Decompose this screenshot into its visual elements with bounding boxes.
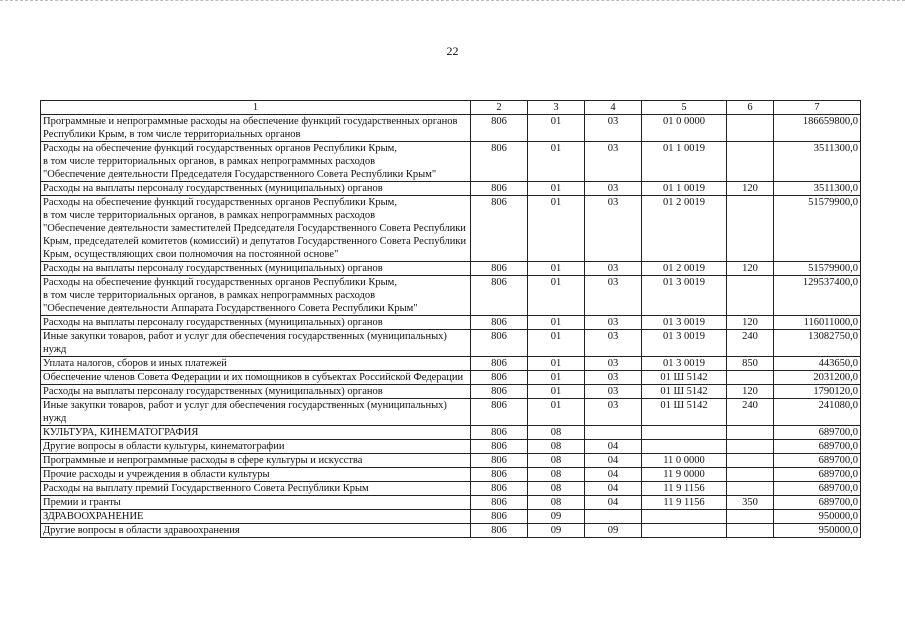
row-expense-type-cell: 850 xyxy=(727,357,774,371)
row-amount-cell: 689700,0 xyxy=(774,426,861,440)
row-name-cell: Программные и непрограммные расходы на обеспечение функций государственных органов Республики Крым, в том числе территориальных органов xyxy=(41,115,471,142)
row-code-grbs-cell: 806 xyxy=(471,142,528,182)
row-expense-type-cell: 120 xyxy=(727,182,774,196)
row-subsection-cell: 04 xyxy=(585,440,642,454)
table-row xyxy=(41,496,861,510)
budget-table xyxy=(40,100,861,538)
table-row xyxy=(41,262,861,276)
table-row xyxy=(41,196,861,262)
row-expense-type-cell xyxy=(727,276,774,316)
row-name-cell: Расходы на обеспечение функций государственных органов Республики Крым, в том числе территориальных органов, в рамках непрограммных расходов "Обеспечение деятельности Председателя Государственного Совета Республики Крым" xyxy=(41,142,471,182)
row-section-cell: 01 xyxy=(528,115,585,142)
row-section-cell: 01 xyxy=(528,196,585,262)
row-target-article-cell: 01 Ш 5142 xyxy=(642,371,727,385)
row-subsection-cell: 03 xyxy=(585,276,642,316)
row-target-article-cell xyxy=(642,510,727,524)
row-subsection-cell: 03 xyxy=(585,196,642,262)
row-code-grbs-cell: 806 xyxy=(471,482,528,496)
row-code-grbs-cell: 806 xyxy=(471,468,528,482)
row-amount-cell: 950000,0 xyxy=(774,510,861,524)
row-section-cell: 01 xyxy=(528,371,585,385)
row-amount-cell: 3511300,0 xyxy=(774,182,861,196)
row-name-cell: Расходы на выплаты персоналу государственных (муниципальных) органов xyxy=(41,385,471,399)
row-subsection-cell: 04 xyxy=(585,468,642,482)
row-code-grbs-cell: 806 xyxy=(471,115,528,142)
row-subsection-cell: 03 xyxy=(585,115,642,142)
row-name-cell: Расходы на выплату премий Государственного Совета Республики Крым xyxy=(41,482,471,496)
row-name-cell: КУЛЬТУРА, КИНЕМАТОГРАФИЯ xyxy=(41,426,471,440)
table-row xyxy=(41,316,861,330)
header-col-4: 4 xyxy=(585,101,642,115)
header-col-3: 3 xyxy=(528,101,585,115)
row-target-article-cell xyxy=(642,440,727,454)
row-name-cell: Другие вопросы в области культуры, кинематографии xyxy=(41,440,471,454)
row-code-grbs-cell: 806 xyxy=(471,262,528,276)
row-code-grbs-cell: 806 xyxy=(471,454,528,468)
row-expense-type-cell xyxy=(727,196,774,262)
table-row xyxy=(41,357,861,371)
table-row xyxy=(41,399,861,426)
table-row xyxy=(41,454,861,468)
row-name-cell: Программные и непрограммные расходы в сфере культуры и искусства xyxy=(41,454,471,468)
row-section-cell: 01 xyxy=(528,276,585,316)
row-code-grbs-cell: 806 xyxy=(471,385,528,399)
header-col-6: 6 xyxy=(727,101,774,115)
row-code-grbs-cell: 806 xyxy=(471,426,528,440)
row-subsection-cell: 04 xyxy=(585,454,642,468)
row-amount-cell: 51579900,0 xyxy=(774,196,861,262)
row-code-grbs-cell: 806 xyxy=(471,276,528,316)
row-subsection-cell: 09 xyxy=(585,524,642,538)
page-number: 22 xyxy=(446,44,459,58)
row-amount-cell: 689700,0 xyxy=(774,454,861,468)
row-name-cell: Прочие расходы и учреждения в области культуры xyxy=(41,468,471,482)
row-section-cell: 01 xyxy=(528,182,585,196)
row-expense-type-cell xyxy=(727,371,774,385)
row-expense-type-cell xyxy=(727,426,774,440)
header-col-2: 2 xyxy=(471,101,528,115)
row-section-cell: 01 xyxy=(528,262,585,276)
row-expense-type-cell xyxy=(727,468,774,482)
row-target-article-cell: 01 3 0019 xyxy=(642,330,727,357)
row-amount-cell: 51579900,0 xyxy=(774,262,861,276)
row-target-article-cell: 01 3 0019 xyxy=(642,276,727,316)
row-target-article-cell: 01 3 0019 xyxy=(642,357,727,371)
row-expense-type-cell xyxy=(727,142,774,182)
row-section-cell: 01 xyxy=(528,142,585,182)
row-target-article-cell: 01 Ш 5142 xyxy=(642,399,727,426)
table-row xyxy=(41,510,861,524)
row-section-cell: 01 xyxy=(528,399,585,426)
row-amount-cell: 689700,0 xyxy=(774,468,861,482)
row-target-article-cell: 11 0 0000 xyxy=(642,454,727,468)
row-name-cell: Уплата налогов, сборов и иных платежей xyxy=(41,357,471,371)
table-row xyxy=(41,482,861,496)
row-amount-cell: 116011000,0 xyxy=(774,316,861,330)
row-section-cell: 08 xyxy=(528,496,585,510)
row-target-article-cell: 01 Ш 5142 xyxy=(642,385,727,399)
row-subsection-cell: 03 xyxy=(585,316,642,330)
row-code-grbs-cell: 806 xyxy=(471,182,528,196)
row-subsection-cell: 04 xyxy=(585,482,642,496)
row-target-article-cell xyxy=(642,426,727,440)
row-subsection-cell: 03 xyxy=(585,262,642,276)
row-code-grbs-cell: 806 xyxy=(471,371,528,385)
row-expense-type-cell: 350 xyxy=(727,496,774,510)
row-code-grbs-cell: 806 xyxy=(471,440,528,454)
row-expense-type-cell: 120 xyxy=(727,262,774,276)
row-amount-cell: 129537400,0 xyxy=(774,276,861,316)
row-name-cell: Другие вопросы в области здравоохранения xyxy=(41,524,471,538)
row-amount-cell: 3511300,0 xyxy=(774,142,861,182)
row-amount-cell: 1790120,0 xyxy=(774,385,861,399)
table-row xyxy=(41,385,861,399)
row-target-article-cell: 01 2 0019 xyxy=(642,262,727,276)
row-name-cell: Расходы на обеспечение функций государственных органов Республики Крым, в том числе территориальных органов, в рамках непрограммных расходов "Обеспечение деятельности Аппарата Государственного Совета Республики Крым" xyxy=(41,276,471,316)
row-subsection-cell: 03 xyxy=(585,385,642,399)
row-expense-type-cell xyxy=(727,454,774,468)
row-subsection-cell xyxy=(585,510,642,524)
row-target-article-cell: 01 1 0019 xyxy=(642,142,727,182)
row-subsection-cell: 03 xyxy=(585,399,642,426)
row-amount-cell: 443650,0 xyxy=(774,357,861,371)
row-name-cell: Расходы на обеспечение функций государственных органов Республики Крым, в том числе территориальных органов, в рамках непрограммных расходов "Обеспечение деятельности заместителей Председателя Государственного Совета Республики Крым, председателей комитетов (комиссий) и депутатов Государственного Совета Республики Крым, осуществляющих свои полномочия на постоянной основе" xyxy=(41,196,471,262)
row-code-grbs-cell: 806 xyxy=(471,330,528,357)
table-row xyxy=(41,426,861,440)
table-row xyxy=(41,330,861,357)
row-expense-type-cell xyxy=(727,440,774,454)
row-code-grbs-cell: 806 xyxy=(471,524,528,538)
row-code-grbs-cell: 806 xyxy=(471,316,528,330)
row-amount-cell: 241080,0 xyxy=(774,399,861,426)
table-row xyxy=(41,115,861,142)
row-expense-type-cell xyxy=(727,482,774,496)
row-section-cell: 08 xyxy=(528,440,585,454)
row-expense-type-cell: 240 xyxy=(727,399,774,426)
row-name-cell: Премии и гранты xyxy=(41,496,471,510)
row-amount-cell: 186659800,0 xyxy=(774,115,861,142)
row-amount-cell: 689700,0 xyxy=(774,482,861,496)
row-section-cell: 01 xyxy=(528,330,585,357)
row-name-cell: Расходы на выплаты персоналу государственных (муниципальных) органов xyxy=(41,316,471,330)
row-amount-cell: 689700,0 xyxy=(774,496,861,510)
row-target-article-cell: 11 9 1156 xyxy=(642,496,727,510)
row-target-article-cell: 01 0 0000 xyxy=(642,115,727,142)
row-subsection-cell: 04 xyxy=(585,496,642,510)
table-row xyxy=(41,468,861,482)
row-target-article-cell xyxy=(642,524,727,538)
row-subsection-cell xyxy=(585,426,642,440)
scan-artifact-line xyxy=(0,0,905,9)
row-target-article-cell: 01 1 0019 xyxy=(642,182,727,196)
row-code-grbs-cell: 806 xyxy=(471,510,528,524)
row-amount-cell: 950000,0 xyxy=(774,524,861,538)
row-subsection-cell: 03 xyxy=(585,142,642,182)
row-amount-cell: 2031200,0 xyxy=(774,371,861,385)
row-expense-type-cell xyxy=(727,115,774,142)
table-row xyxy=(41,276,861,316)
row-target-article-cell: 11 9 0000 xyxy=(642,468,727,482)
row-expense-type-cell: 240 xyxy=(727,330,774,357)
row-code-grbs-cell: 806 xyxy=(471,357,528,371)
row-code-grbs-cell: 806 xyxy=(471,496,528,510)
table-header-row xyxy=(41,101,861,115)
row-expense-type-cell: 120 xyxy=(727,385,774,399)
row-amount-cell: 13082750,0 xyxy=(774,330,861,357)
row-expense-type-cell: 120 xyxy=(727,316,774,330)
row-section-cell: 01 xyxy=(528,316,585,330)
table-body xyxy=(41,101,861,538)
row-section-cell: 09 xyxy=(528,510,585,524)
row-expense-type-cell xyxy=(727,510,774,524)
row-section-cell: 01 xyxy=(528,357,585,371)
row-section-cell: 01 xyxy=(528,385,585,399)
row-subsection-cell: 03 xyxy=(585,182,642,196)
header-col-1: 1 xyxy=(41,101,471,115)
row-target-article-cell: 01 3 0019 xyxy=(642,316,727,330)
row-name-cell: Иные закупки товаров, работ и услуг для обеспечения государственных (муниципальных) нужд xyxy=(41,330,471,357)
header-col-7: 7 xyxy=(774,101,861,115)
row-code-grbs-cell: 806 xyxy=(471,399,528,426)
row-expense-type-cell xyxy=(727,524,774,538)
row-name-cell: ЗДРАВООХРАНЕНИЕ xyxy=(41,510,471,524)
row-section-cell: 08 xyxy=(528,468,585,482)
row-name-cell: Иные закупки товаров, работ и услуг для обеспечения государственных (муниципальных) нужд xyxy=(41,399,471,426)
row-section-cell: 09 xyxy=(528,524,585,538)
row-name-cell: Расходы на выплаты персоналу государственных (муниципальных) органов xyxy=(41,182,471,196)
row-amount-cell: 689700,0 xyxy=(774,440,861,454)
row-section-cell: 08 xyxy=(528,426,585,440)
row-subsection-cell: 03 xyxy=(585,357,642,371)
table-row xyxy=(41,142,861,182)
row-subsection-cell: 03 xyxy=(585,330,642,357)
row-section-cell: 08 xyxy=(528,482,585,496)
row-code-grbs-cell: 806 xyxy=(471,196,528,262)
row-subsection-cell: 03 xyxy=(585,371,642,385)
row-name-cell: Расходы на выплаты персоналу государственных (муниципальных) органов xyxy=(41,262,471,276)
header-col-5: 5 xyxy=(642,101,727,115)
table-row xyxy=(41,182,861,196)
row-target-article-cell: 11 9 1156 xyxy=(642,482,727,496)
table-row xyxy=(41,371,861,385)
row-name-cell: Обеспечение членов Совета Федерации и их помощников в субъектах Российской Федерации xyxy=(41,371,471,385)
row-section-cell: 08 xyxy=(528,454,585,468)
table-row xyxy=(41,440,861,454)
row-target-article-cell: 01 2 0019 xyxy=(642,196,727,262)
table-row xyxy=(41,524,861,538)
